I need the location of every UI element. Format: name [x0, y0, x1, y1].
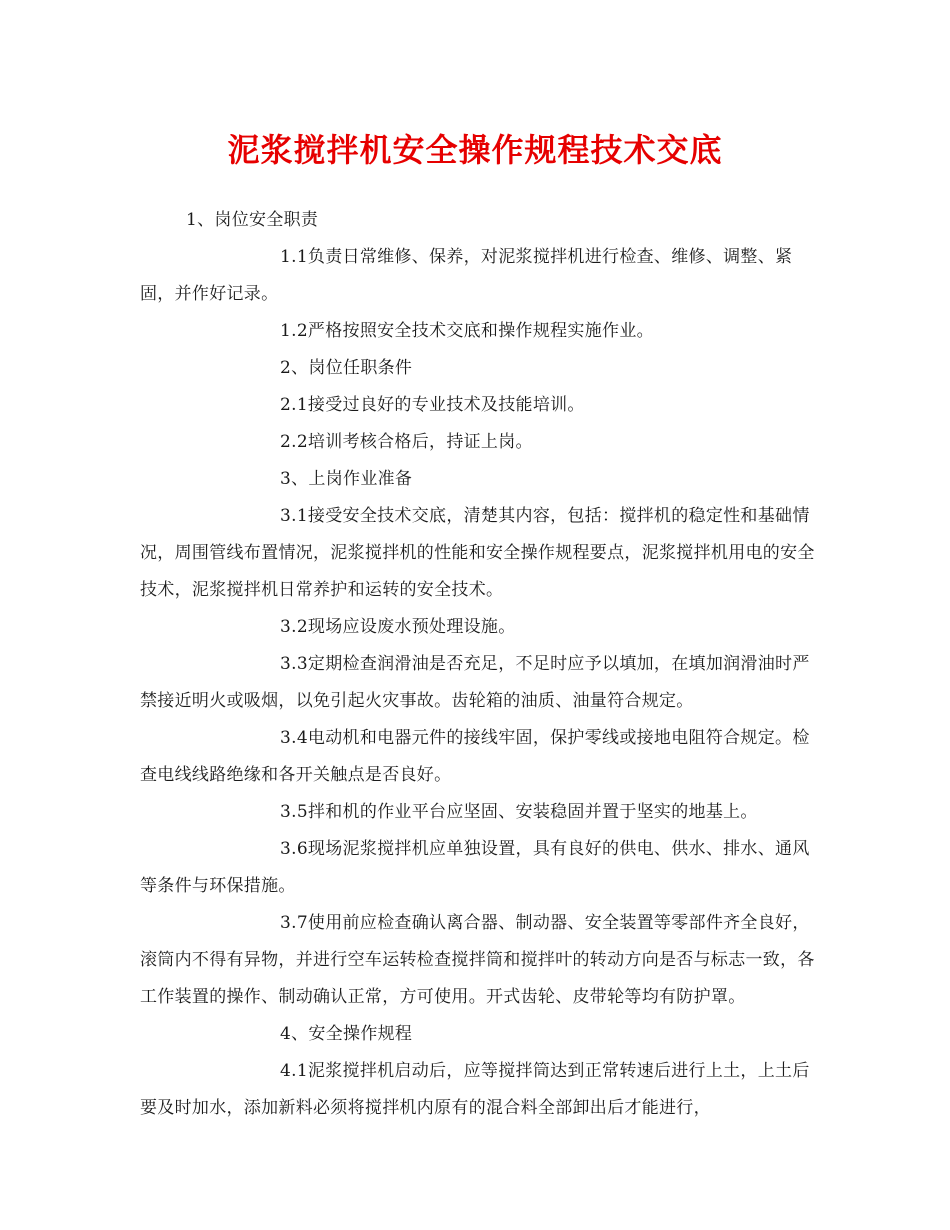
paragraph: 3.6现场泥浆搅拌机应单独设置，具有良好的供电、供水、排水、通风等条件与环保措施。: [140, 839, 810, 896]
paragraph: 3.1接受安全技术交底，清楚其内容，包括：搅拌机的稳定性和基础情况，周围管线布置情况，泥浆搅拌机的性能和安全操作规程要点，泥浆搅拌机用电的安全技术，泥浆搅拌机日常养护和运转的安全技术。: [140, 506, 815, 600]
paragraph: 4.1泥浆搅拌机启动后，应等搅拌筒达到正常转速后进行上土，上土后要及时加水，添加新料必须将搅拌机内原有的混合料全部卸出后才能进行，: [140, 1061, 810, 1118]
paragraph: 1.1负责日常维修、保养，对泥浆搅拌机进行检查、维修、调整、紧固，并作好记录。: [140, 247, 793, 304]
paragraph: 1.2严格按照安全技术交底和操作规程实施作业。: [280, 321, 654, 341]
section-heading: 3、上岗作业准备: [280, 469, 413, 489]
section-heading: 1、岗位安全职责: [186, 210, 319, 230]
paragraph: 2.1接受过良好的专业技术及技能培训。: [280, 395, 585, 415]
paragraph: 2.2培训考核合格后，持证上岗。: [280, 432, 533, 452]
paragraph: 3.3定期检查润滑油是否充足，不足时应予以填加，在填加润滑油时严禁接近明火或吸烟，以免引起火灾事故。齿轮箱的油质、油量符合规定。: [140, 654, 810, 711]
document-body: [140, 202, 820, 1127]
section-heading: 2、岗位任职条件: [280, 358, 413, 378]
paragraph: 3.2现场应设废水预处理设施。: [280, 617, 516, 637]
section-heading: 4、安全操作规程: [280, 1024, 413, 1044]
paragraph: 3.7使用前应检查确认离合器、制动器、安全装置等零部件齐全良好，滚筒内不得有异物，并进行空车运转检查搅拌筒和搅拌叶的转动方向是否与标志一致，各工作装置的操作、制动确认正常，方可使用。开式齿轮、皮带轮等均有防护罩。: [140, 913, 815, 1007]
paragraph: 3.4电动机和电器元件的接线牢固，保护零线或接地电阻符合规定。检查电线线路绝缘和各开关触点是否良好。: [140, 728, 810, 785]
paragraph: 3.5拌和机的作业平台应坚固、安装稳固并置于坚实的地基上。: [280, 802, 758, 822]
document-title: 泥浆搅拌机安全操作规程技术交底: [227, 131, 723, 169]
